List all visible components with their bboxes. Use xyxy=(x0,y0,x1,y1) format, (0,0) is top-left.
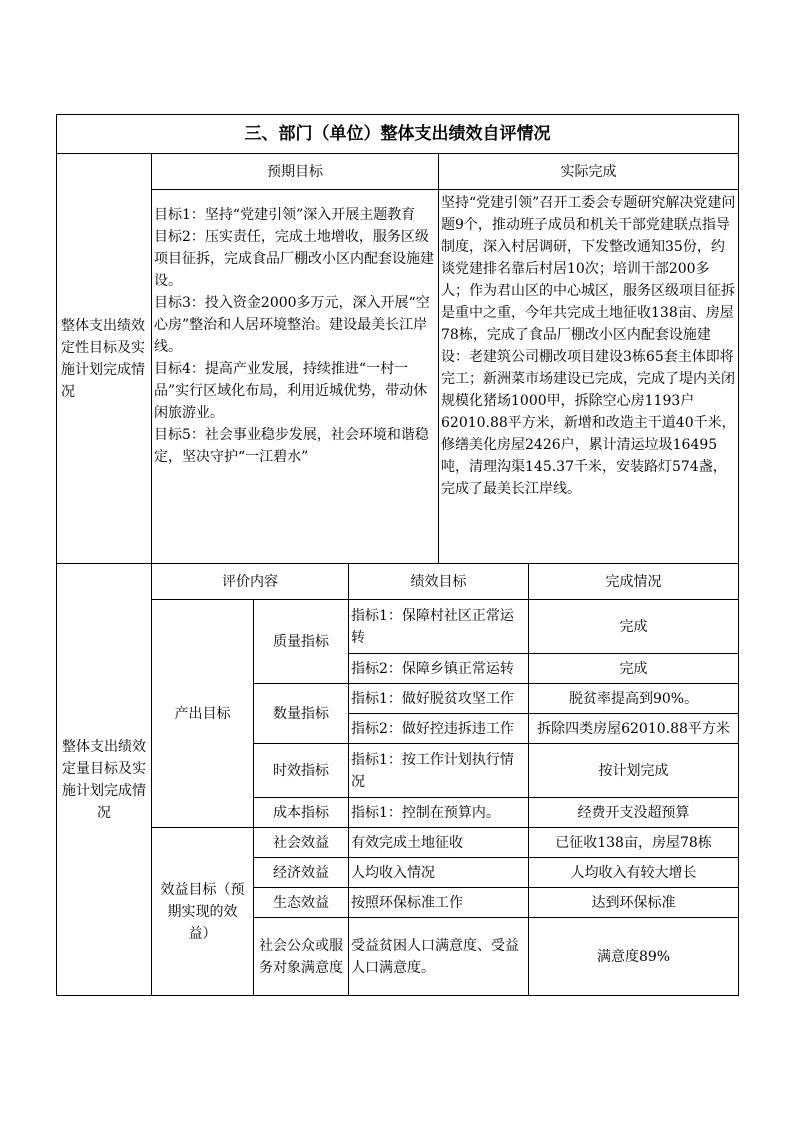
result-cell: 脱贫率提高到90%。 xyxy=(529,684,739,714)
qualitative-row-label: 整体支出绩效定性目标及实施计划完成情况 xyxy=(57,154,152,564)
actual-completion-cell: 坚持“党建引领”召开工委会专题研究解决党建问题9个，推动班子成员和机关干部党建联点指导制度，深入村居调研，下发整改通知35份，约谈党建排名靠后村居10次；培训干部200多人；作为君山区的中心城区，服务区级项目征拆是重中之重，今年共完成土地征收138亩、房屋78栋，完成了食品厂棚改小区内配套设施建设：老建筑公司棚改项目建设3栋65套主体即将完工；新洲菜市场建设已完成，完成了堤内关闭规模化猪场1000甲，拆除空心房1193户62010.88平方米，新增和改造主干道40千米，修缮美化房屋2426户，累计清运垃圾16495吨，清理沟渠145.37千米，安装路灯574盏，完成了最美长江岸线。 xyxy=(439,190,739,564)
section-title: 三、部门（单位）整体支出绩效自评情况 xyxy=(57,115,739,154)
target-cell: 按照环保标准工作 xyxy=(349,888,529,918)
cost-indicator-label: 成本指标 xyxy=(254,798,349,828)
target-cell: 指标1：控制在预算内。 xyxy=(349,798,529,828)
benefit-indicator-label: 社会效益 xyxy=(254,828,349,858)
result-cell: 人均收入有较大增长 xyxy=(529,858,739,888)
target-cell: 人均收入情况 xyxy=(349,858,529,888)
target-cell: 指标2：做好控违拆违工作 xyxy=(349,714,529,744)
self-evaluation-table xyxy=(56,114,739,996)
completion-status-header: 完成情况 xyxy=(529,564,739,600)
target-cell: 指标1：做好脱贫攻坚工作 xyxy=(349,684,529,714)
benefit-indicator-label: 社会公众或服务对象满意度 xyxy=(254,918,349,996)
benefit-indicator-label: 经济效益 xyxy=(254,858,349,888)
expected-goal-item: 目标2：压实责任，完成土地增收，服务区级项目征拆，完成食品厂棚改小区内配套设施建设。 xyxy=(154,229,434,289)
expected-goal-header: 预期目标 xyxy=(152,154,439,190)
target-cell: 指标2：保障乡镇正常运转 xyxy=(349,654,529,684)
result-cell: 完成 xyxy=(529,600,739,654)
target-cell: 受益贫困人口满意度、受益人口满意度。 xyxy=(349,918,529,996)
result-cell: 按计划完成 xyxy=(529,744,739,798)
expected-goal-item: 目标1：坚持“党建引领”深入开展主题教育 xyxy=(154,207,416,223)
output-goal-label: 产出目标 xyxy=(152,600,254,828)
timeliness-indicator-label: 时效指标 xyxy=(254,744,349,798)
benefit-goal-label: 效益目标（预期实现的效益） xyxy=(152,828,254,996)
expected-goals-cell xyxy=(152,190,439,564)
performance-target-header: 绩效目标 xyxy=(349,564,529,600)
target-cell: 有效完成土地征收 xyxy=(349,828,529,858)
result-cell: 已征收138亩，房屋78栋 xyxy=(529,828,739,858)
target-cell: 指标1：保障村社区正常运转 xyxy=(349,600,529,654)
quantitative-row-label: 整体支出绩效定量目标及实施计划完成情况 xyxy=(57,564,152,996)
target-cell: 指标1：按工作计划执行情况 xyxy=(349,744,529,798)
result-cell: 拆除四类房屋62010.88平方米 xyxy=(529,714,739,744)
benefit-indicator-label: 生态效益 xyxy=(254,888,349,918)
expected-goal-item: 目标4：提高产业发展，持续推进“一村一品”实行区域化布局，利用近城优势，带动休闲旅游业。 xyxy=(154,361,428,421)
result-cell: 经费开支没超预算 xyxy=(529,798,739,828)
quality-indicator-label: 质量指标 xyxy=(254,600,349,684)
result-cell: 达到环保标准 xyxy=(529,888,739,918)
evaluation-content-header: 评价内容 xyxy=(152,564,349,600)
result-cell: 满意度89% xyxy=(529,918,739,996)
expected-goal-item: 目标5：社会事业稳步发展，社会环境和谐稳定，坚决守护“一江碧水” xyxy=(154,427,429,465)
actual-completion-header: 实际完成 xyxy=(439,154,739,190)
quantity-indicator-label: 数量指标 xyxy=(254,684,349,744)
expected-goal-item: 目标3：投入资金2000多万元，深入开展“空心房”整治和人居环境整治。建设最美长江岸线。 xyxy=(154,295,430,355)
result-cell: 完成 xyxy=(529,654,739,684)
